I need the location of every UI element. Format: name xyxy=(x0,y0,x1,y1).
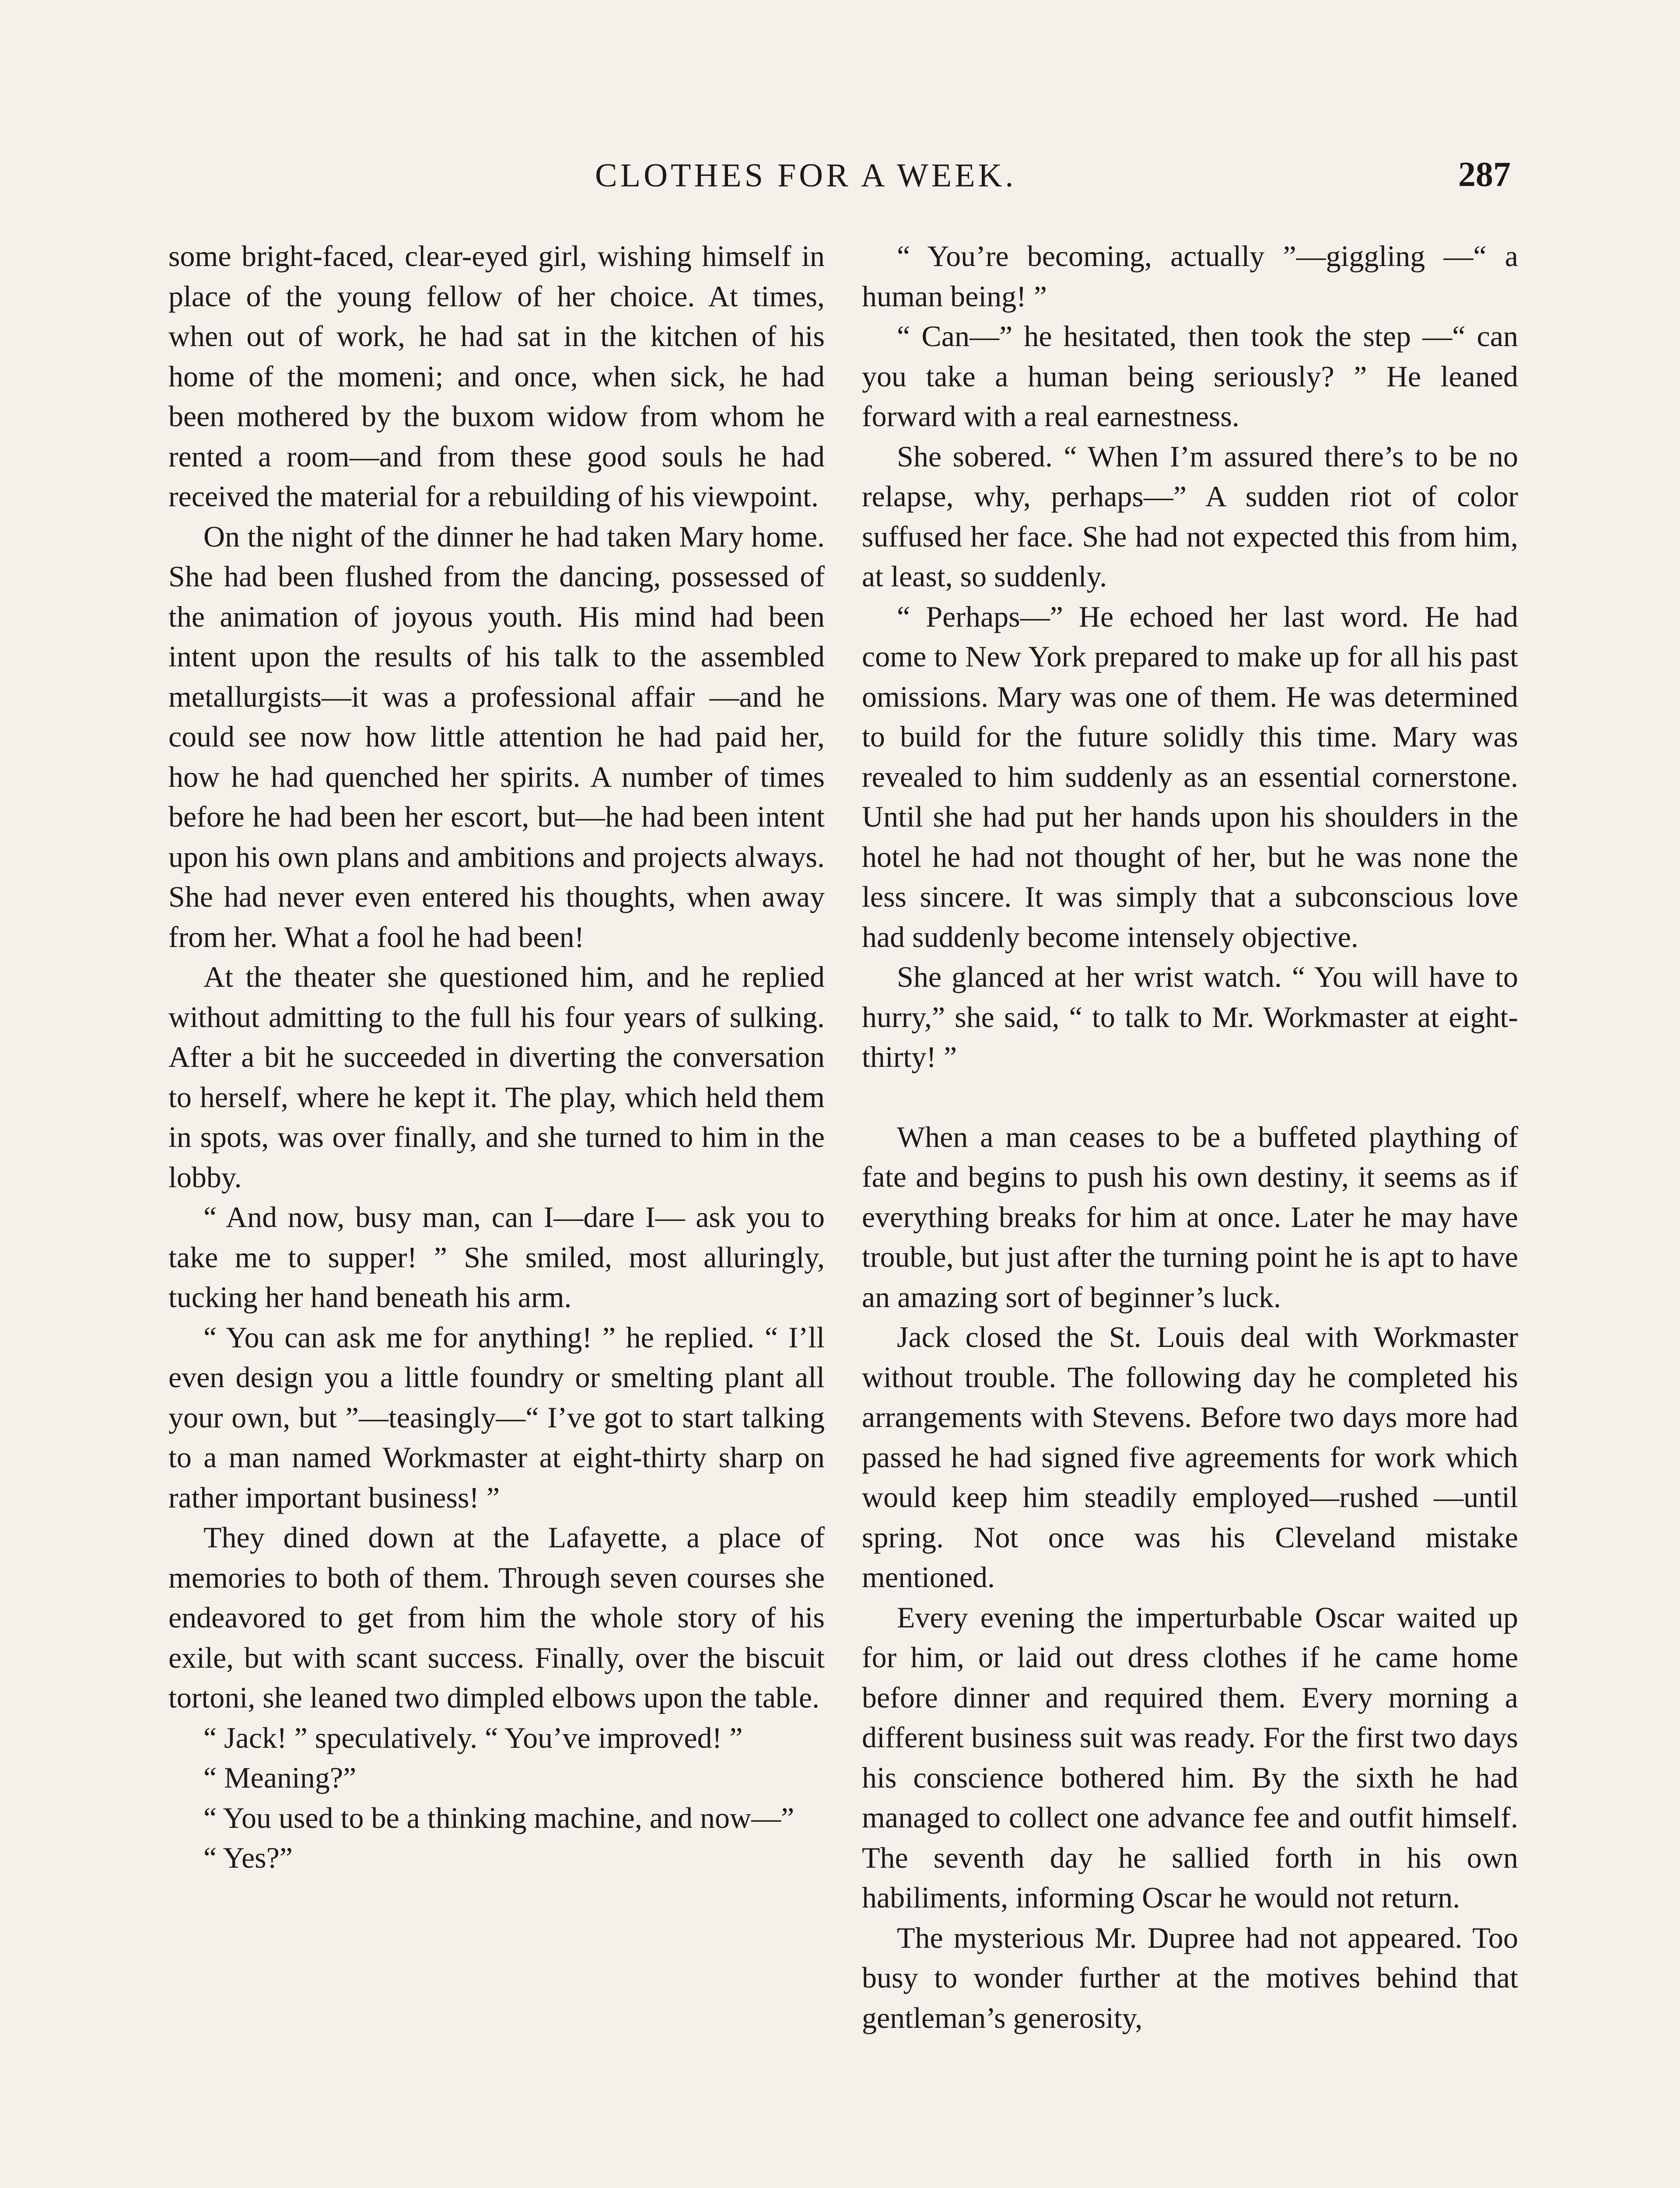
paragraph: They dined down at the Lafayette, a place of memories to both of them. Through seven courses she endeavored to get from him the whole story of his exile, but with scant success. Finally, over the biscuit tortoni, she leaned two dimpled elbows upon the table. xyxy=(168,1521,825,1714)
paragraph: “ Meaning?” xyxy=(203,1761,357,1794)
paragraph: “ Can—” he hesitated, then took the step —“ can you take a human being seriously? ” He leaned forward with a real earnestness. xyxy=(862,319,1518,433)
paragraph: “ You used to be a thinking machine, and now—” xyxy=(203,1801,794,1834)
paragraph: She glanced at her wrist watch. “ You will have to hurry,” she said, “ to talk to Mr. Workmaster at eight-thirty! ” xyxy=(862,960,1518,1073)
paragraph: Every evening the imperturbable Oscar waited up for him, or laid out dress clothes if he came home before dinner and required them. Every morning a different business suit was ready. For the first two days his conscience bothered him. By the sixth he had managed to collect one advance fee and outfit himself. The seventh day he sallied forth in his own habiliments, informing Oscar he would not return. xyxy=(862,1600,1518,1914)
right-column xyxy=(862,236,1518,2038)
paragraph: On the night of the dinner he had taken Mary home. She had been flushed from the dancing, possessed of the animation of joyous youth. His mind had been intent upon the results of his talk to the assembled metallurgists—it was a professional affair —and he could see now how little attention he had paid her, how he had quenched her spirits. A number of times before he had been her escort, but—he had been intent upon his own plans and ambitions and projects always. She had never even entered his thoughts, when away from her. What a fool he had been! xyxy=(168,519,825,954)
paragraph: “ Perhaps—” He echoed her last word. He had come to New York prepared to make up for all his past omissions. Mary was one of them. He was determined to build for the future solidly this time. Mary was revealed to him suddenly as an essential cornerstone. Until she had put her hands upon his shoulders in the hotel he had not thought of her, but he was none the less sincere. It was simply that a subconscious love had suddenly become intensely objective. xyxy=(862,600,1518,954)
section-break xyxy=(862,1077,1518,1117)
paragraph: When a man ceases to be a buffeted plaything of fate and begins to push his own destiny, it seems as if everything breaks for him at once. Later he may have trouble, but just after the turning point he is apt to have an amazing sort of beginner’s luck. xyxy=(862,1120,1518,1314)
paragraph: “ Yes?” xyxy=(203,1841,293,1874)
paragraph: “ Jack! ” speculatively. “ You’ve improved! ” xyxy=(203,1721,743,1754)
page-header xyxy=(0,157,1680,205)
paragraph: “ You’re becoming, actually ”—giggling —“ a human being! ” xyxy=(862,239,1518,313)
left-column xyxy=(168,236,825,1878)
paragraph: She sobered. “ When I’m assured there’s to be no relapse, why, perhaps—” A sudden riot of color suffused her face. She had not expected this from him, at least, so suddenly. xyxy=(862,439,1518,593)
paragraph: At the theater she questioned him, and he replied without admitting to the full his four years of sulking. After a bit he succeeded in diverting the conversation to herself, where he kept it. The play, which held them in spots, was over finally, and she turned to him in the lobby. xyxy=(168,960,825,1194)
paragraph: some bright-faced, clear-eyed girl, wishing himself in place of the young fellow of her choice. At times, when out of work, he had sat in the kitchen of his home of the momeni; and once, when sick, he had been mothered by the buxom widow from whom he rented a room—and from these good souls he had received the material for a rebuilding of his viewpoint. xyxy=(168,239,825,513)
paragraph: Jack closed the St. Louis deal with Workmaster without trouble. The following day he completed his arrangements with Stevens. Before two days more had passed he had signed five agreements for work which would keep him steadily employed—rushed —until spring. Not once was his Cleveland mistake mentioned. xyxy=(862,1320,1518,1594)
paragraph: “ And now, busy man, can I—dare I— ask you to take me to supper! ” She smiled, most alluringly, tucking her hand beneath his arm. xyxy=(168,1200,825,1314)
paragraph: “ You can ask me for anything! ” he replied. “ I’ll even design you a little foundry or smelting plant all your own, but ”—teasingly—“ I’ve got to start talking to a man named Workmaster at eight-thirty sharp on rather important business! ” xyxy=(168,1320,825,1514)
running-title: CLOTHES FOR A WEEK. xyxy=(595,157,1017,194)
paragraph: The mysterious Mr. Dupree had not appeared. Too busy to wonder further at the motives behind that gentleman’s generosity, xyxy=(862,1921,1518,2034)
page-number: 287 xyxy=(1458,155,1511,194)
